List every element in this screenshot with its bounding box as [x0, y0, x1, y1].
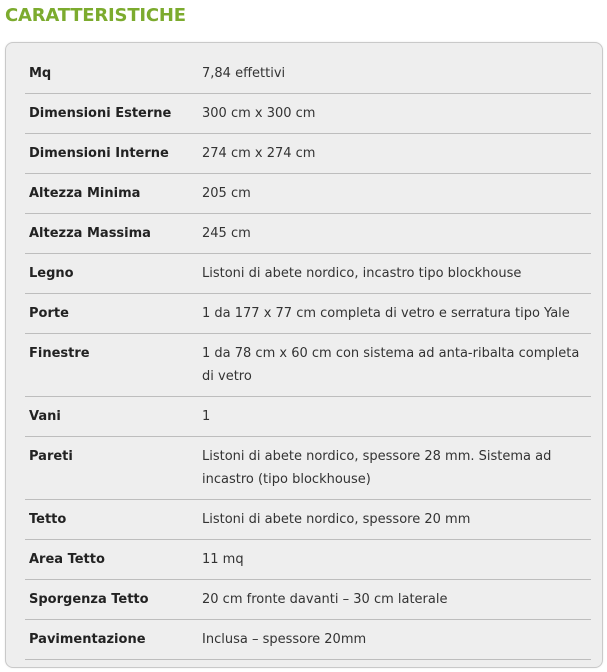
- specs-table: [25, 54, 591, 660]
- spec-label: Sporgenza Tetto: [25, 580, 202, 620]
- spec-value: 245 cm: [202, 214, 591, 254]
- spec-row-area-tetto: [25, 540, 591, 580]
- spec-value: 274 cm x 274 cm: [202, 134, 591, 174]
- spec-row-altezza-massima: [25, 214, 591, 254]
- spec-label: Dimensioni Interne: [25, 134, 202, 174]
- section-title: CARATTERISTICHE: [5, 5, 186, 26]
- spec-label: Vani: [25, 397, 202, 437]
- spec-label: Altezza Massima: [25, 214, 202, 254]
- spec-value: 205 cm: [202, 174, 591, 214]
- spec-value: Listoni di abete nordico, incastro tipo blockhouse: [202, 254, 591, 294]
- spec-value: 1 da 78 cm x 60 cm con sistema ad anta-ribalta completa di vetro: [202, 334, 591, 397]
- spec-value: 20 cm fronte davanti – 30 cm laterale: [202, 580, 591, 620]
- spec-row-dimensioni-interne: [25, 134, 591, 174]
- spec-value: Inclusa – spessore 20mm: [202, 620, 591, 660]
- spec-label: Area Tetto: [25, 540, 202, 580]
- spec-row-pareti: [25, 437, 591, 500]
- spec-label: Porte: [25, 294, 202, 334]
- spec-label: Altezza Minima: [25, 174, 202, 214]
- spec-row-finestre: [25, 334, 591, 397]
- spec-label: Tetto: [25, 500, 202, 540]
- spec-label: Pareti: [25, 437, 202, 500]
- spec-value: Listoni di abete nordico, spessore 20 mm: [202, 500, 591, 540]
- spec-row-dimensioni-esterne: [25, 94, 591, 134]
- spec-row-mq: [25, 54, 591, 94]
- spec-row-sporgenza-tetto: [25, 580, 591, 620]
- spec-row-tetto: [25, 500, 591, 540]
- spec-label: Legno: [25, 254, 202, 294]
- specs-panel: [5, 42, 603, 668]
- spec-row-legno: [25, 254, 591, 294]
- spec-label: Finestre: [25, 334, 202, 397]
- spec-value: 11 mq: [202, 540, 591, 580]
- spec-row-porte: [25, 294, 591, 334]
- spec-row-pavimentazione: [25, 620, 591, 660]
- spec-label: Pavimentazione: [25, 620, 202, 660]
- spec-value: Listoni di abete nordico, spessore 28 mm. Sistema ad incastro (tipo blockhouse): [202, 437, 591, 500]
- spec-label: Dimensioni Esterne: [25, 94, 202, 134]
- spec-value: 1 da 177 x 77 cm completa di vetro e serratura tipo Yale: [202, 294, 591, 334]
- spec-value: 1: [202, 397, 591, 437]
- spec-value: 7,84 effettivi: [202, 54, 591, 94]
- spec-row-vani: [25, 397, 591, 437]
- spec-label: Mq: [25, 54, 202, 94]
- spec-row-altezza-minima: [25, 174, 591, 214]
- spec-value: 300 cm x 300 cm: [202, 94, 591, 134]
